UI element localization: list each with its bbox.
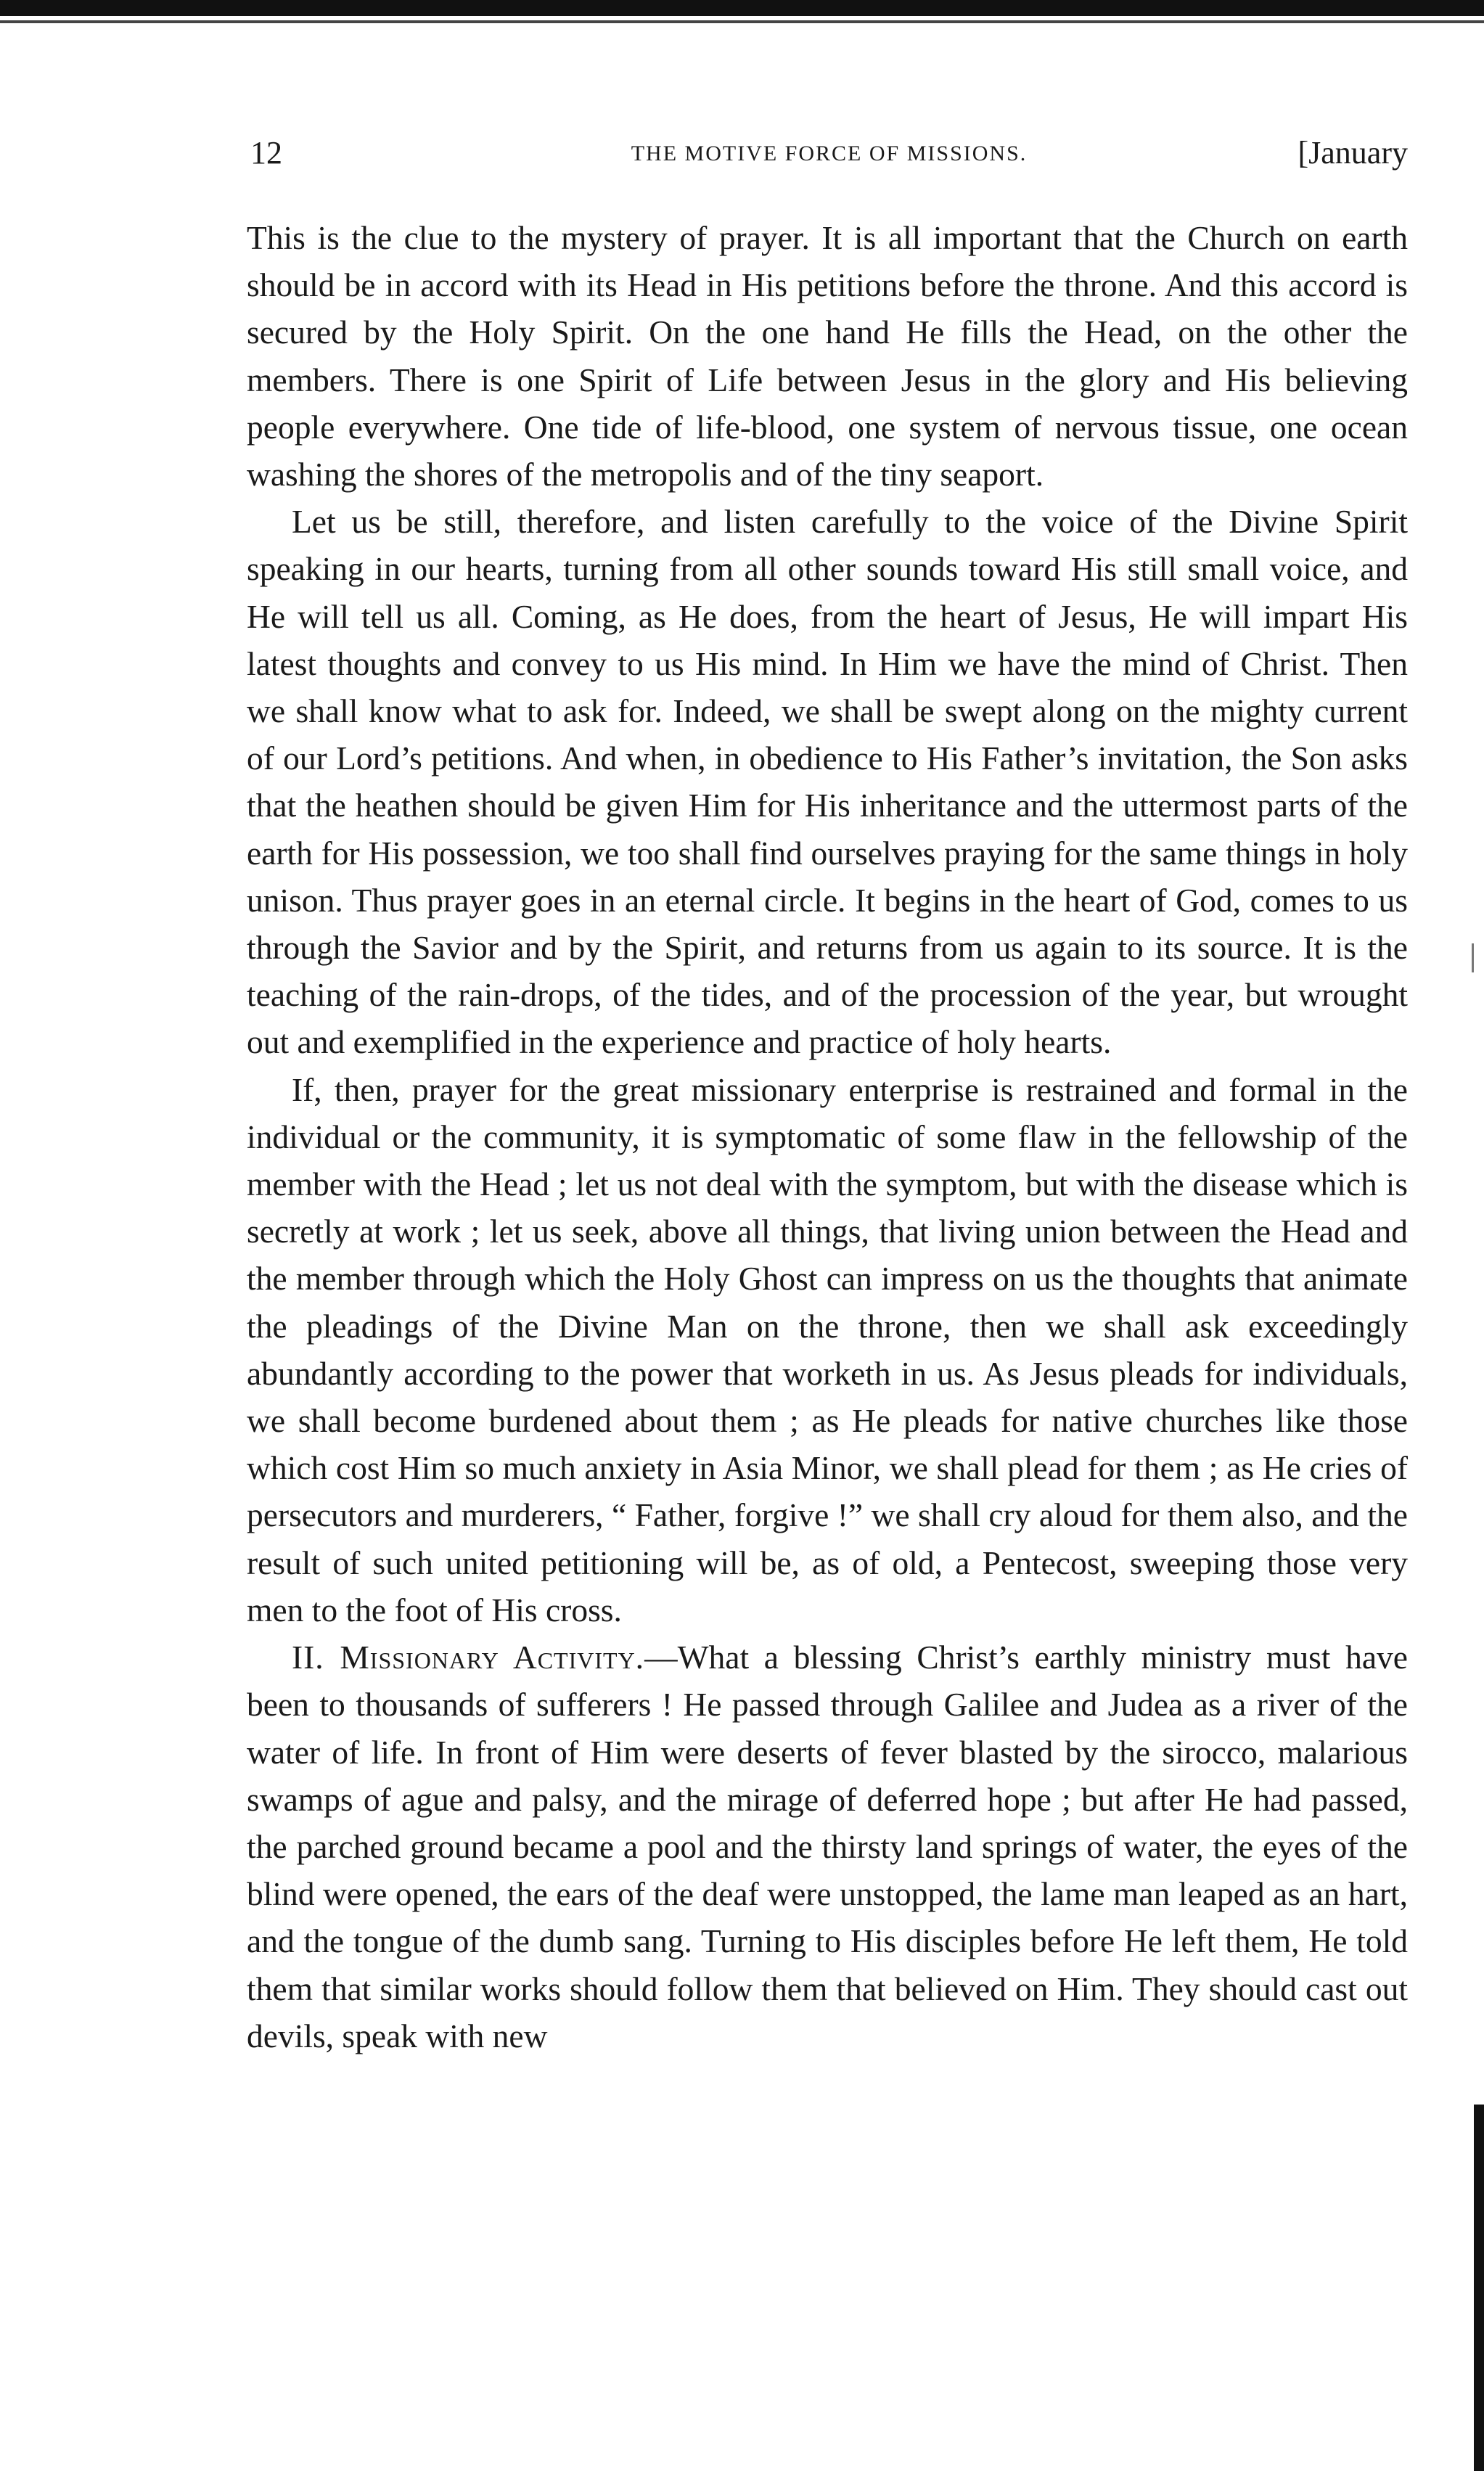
running-month: [January	[1298, 135, 1408, 171]
top-border	[0, 0, 1484, 16]
top-border-line	[0, 20, 1484, 23]
paragraph-1: This is the clue to the mystery of prayer. It is all important that the Church on earth should be in accord with its Head in His petitions before the throne. And this accord is secured by the Holy Spirit. On the one hand He fills the Head, on the other the members. There is one Spirit of Life between Jesus in the glory and His believing people everywhere. One tide of life-blood, one system of nervous tissue, one ocean washing the shores of the metropolis and of the tiny seaport.	[247, 219, 1408, 493]
page-number: 12	[250, 135, 282, 171]
paragraph-2: Let us be still, therefore, and listen carefully to the voice of the Divine Spirit speaking in our hearts, turning from all other sounds toward His still small voice, and He will tell us all. Coming, as He does, from the heart of Jesus, He will impart His latest thoughts and convey to us His mind. In Him we have the mind of Christ. Then we shall know what to ask for. Indeed, we shall be swept along on the mighty current of our Lord’s petitions. And when, in obedience to His Father’s invitation, the Son asks that the heathen should be given Him for His inheritance and the uttermost parts of the earth for His possession, we too shall find ourselves praying for the same things in holy unison. Thus prayer goes in an eternal circle. It begins in the heart of God, comes to us through the Savior and by the Spirit, and returns from us again to its source. It is the teaching of the rain-drops, of the tides, and of the procession of the year, but wrought out and exemplified in the experience and practice of holy hearts.	[247, 503, 1408, 1061]
running-title: THE MOTIVE FORCE OF MISSIONS.	[631, 142, 1028, 165]
paragraph-3: If, then, prayer for the great missionary enterprise is restrained and formal in the individual or the community, it is symptomatic of some flaw in the fellowship of the member with the Head ; let us not deal with the symptom, but with the disease which is secretly at work ; let us seek, above all things, that living union between the Head and the member through which the Holy Ghost can impress on us the thoughts that animate the pleadings of the Divine Man on the throne, then we shall ask exceedingly abundantly according to the power that worketh in us. As Jesus pleads for individuals, we shall become burdened about them ; as He pleads for native churches like those which cost Him so much anxiety in Asia Minor, we shall plead for them ; as He cries of persecutors and murderers, “ Father, forgive !” we shall cry aloud for them also, and the result of such united petitioning will be, as of old, a Pentecost, sweeping those very men to the foot of His cross.	[247, 1070, 1408, 1628]
paragraph-4-text: —What a blessing Christ’s earthly ministry must have been to thousands of sufferers ! He passed through Galilee and Judea as a river of the water of life. In front of Him were deserts of fever blasted by the sirocco, malarious swamps of ague and palsy, and the mirage of deferred hope ; but after He had passed, the parched ground became a pool and the thirsty land springs of water, the eyes of the blind were opened, the ears of the deaf were unstopped, the lame man leaped as an hart, and the tongue of the dumb sang. Turning to His disciples before He left them, He told them that similar works should follow them that believed on Him. They should cast out devils, speak with new	[247, 1639, 1408, 2054]
right-edge-shadow	[1474, 2105, 1484, 2471]
margin-mark	[1472, 943, 1474, 972]
section-heading: II. Missionary Activity.	[292, 1639, 645, 1676]
running-head	[250, 134, 1408, 178]
paragraph-4	[247, 1634, 1408, 2060]
page-body	[247, 214, 1408, 2060]
